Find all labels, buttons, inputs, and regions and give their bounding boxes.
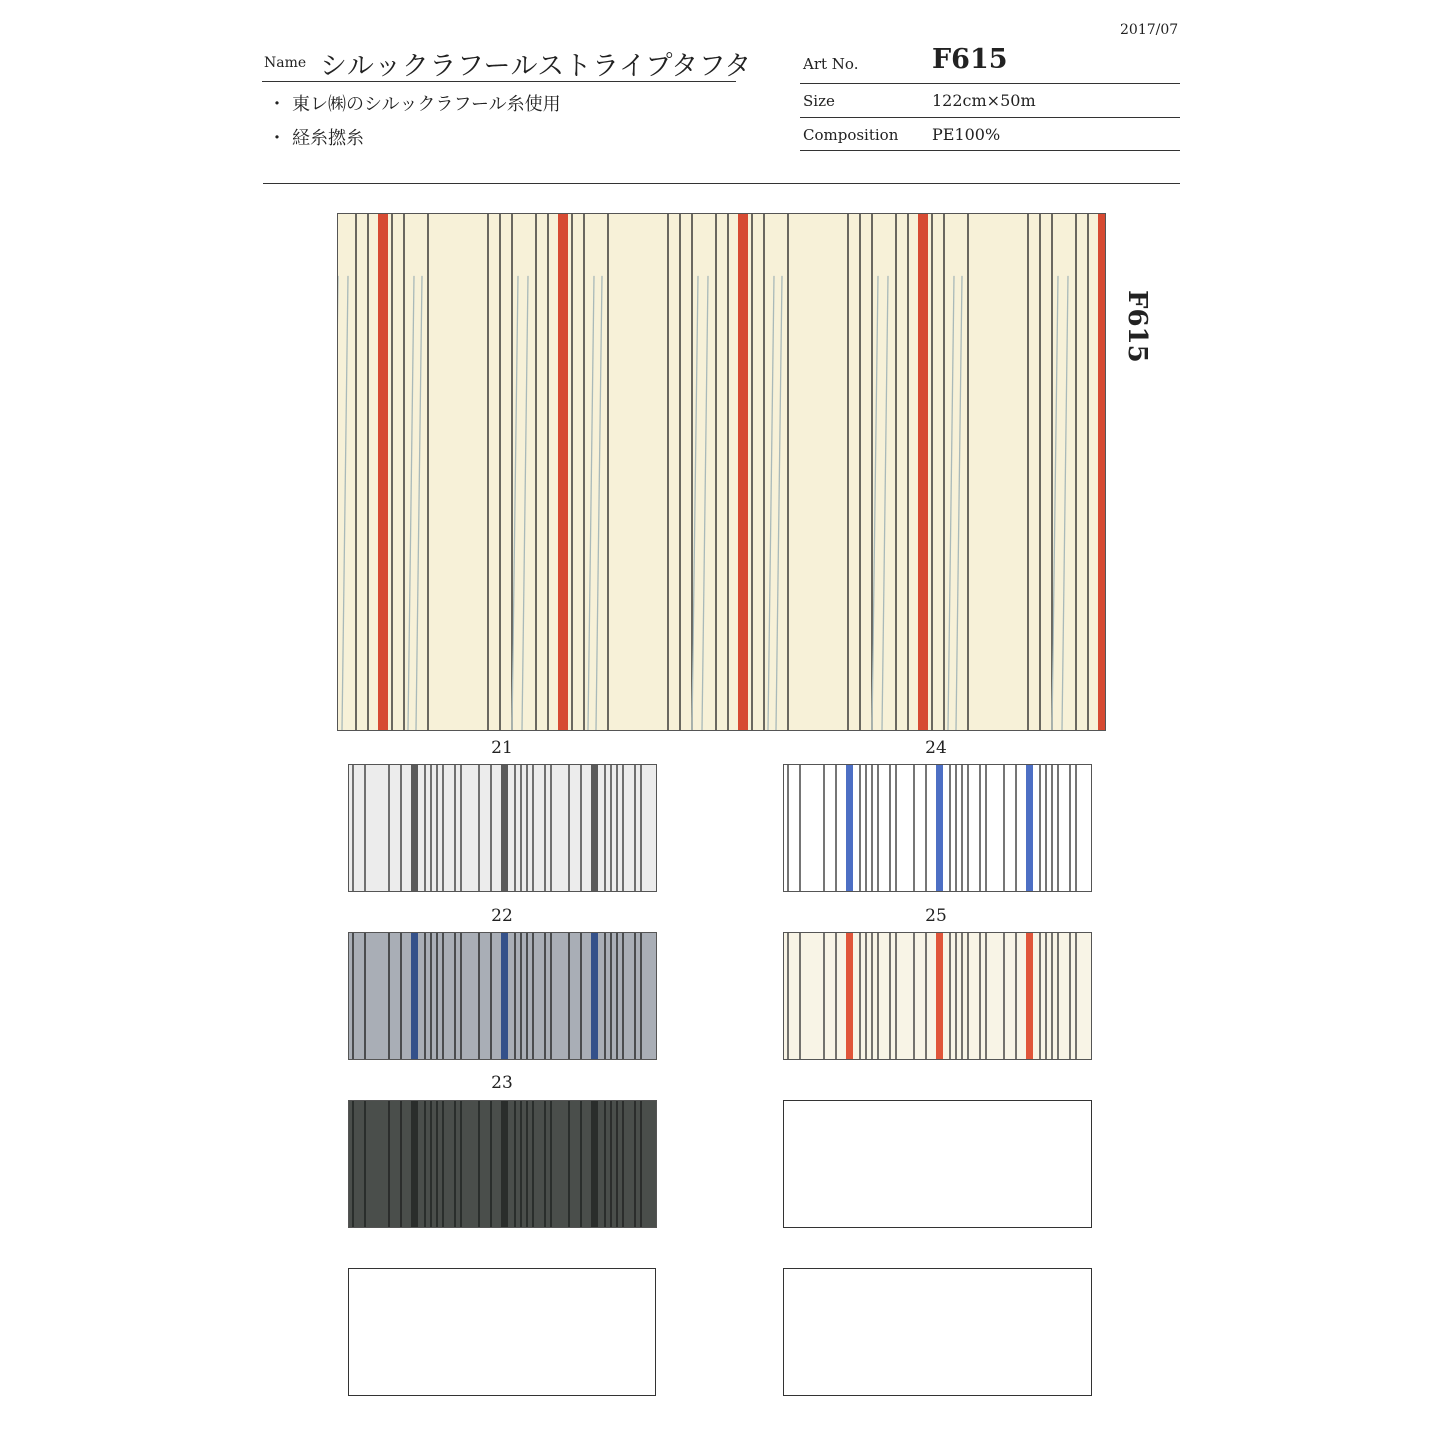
composition-underline — [800, 150, 1180, 151]
swatch-number-21: 21 — [491, 738, 513, 758]
accent-stripe — [411, 765, 418, 891]
name-underline — [262, 81, 736, 82]
note-item-2 — [268, 124, 364, 150]
accent-stripe — [591, 765, 598, 891]
accent-stripe — [378, 214, 388, 730]
accent-stripe — [846, 765, 853, 891]
size-value: 122cm×50m — [932, 91, 1036, 110]
art-no-label: Art No. — [803, 55, 859, 73]
side-art-no: F615 — [1122, 290, 1152, 363]
accent-stripe — [558, 214, 568, 730]
size-label: Size — [803, 92, 835, 110]
accent-stripe — [936, 765, 943, 891]
accent-stripe — [501, 933, 508, 1059]
swatch-25 — [783, 932, 1092, 1060]
name-label: Name — [264, 55, 307, 71]
swatch-number-24: 24 — [925, 738, 947, 758]
issue-date: 2017/07 — [1120, 22, 1179, 38]
composition-label: Composition — [803, 126, 899, 144]
empty-swatch-slot — [783, 1268, 1092, 1396]
accent-stripe — [591, 1101, 598, 1227]
accent-stripe — [1026, 933, 1033, 1059]
accent-stripe — [738, 214, 748, 730]
empty-swatch-slot — [783, 1100, 1092, 1228]
accent-stripe — [501, 765, 508, 891]
size-underline — [800, 117, 1180, 118]
swatch-23 — [348, 1100, 657, 1228]
note-text: 経糸撚糸 — [292, 128, 364, 149]
bullet-mark: ・ — [268, 128, 286, 149]
swatch-22 — [348, 932, 657, 1060]
note-text: 東レ㈱のシルックラフール糸使用 — [292, 94, 561, 115]
accent-stripe — [501, 1101, 508, 1227]
accent-stripe — [1098, 214, 1105, 730]
main-stripe-pattern — [338, 214, 1105, 730]
swatch-21 — [348, 764, 657, 892]
accent-stripe — [936, 933, 943, 1059]
header-divider — [263, 183, 1180, 184]
art-no-value: F615 — [932, 44, 1008, 75]
note-item-1 — [268, 90, 561, 116]
swatch-24 — [783, 764, 1092, 892]
swatch-number-22: 22 — [491, 906, 513, 926]
accent-stripe — [411, 933, 418, 1059]
accent-stripe — [1026, 765, 1033, 891]
empty-swatch-slot — [348, 1268, 656, 1396]
fabric-ground — [338, 214, 1105, 730]
swatch-number-25: 25 — [925, 906, 947, 926]
accent-stripe — [411, 1101, 418, 1227]
swatch-25-stripes — [784, 933, 1091, 1059]
swatch-22-stripes — [349, 933, 656, 1059]
accent-stripe — [591, 933, 598, 1059]
main-fabric-swatch — [337, 213, 1106, 731]
art-no-underline — [800, 83, 1180, 84]
swatch-number-23: 23 — [491, 1073, 513, 1093]
bullet-mark: ・ — [268, 94, 286, 115]
fabric-name: シルックラフールストライプタフタ — [320, 51, 752, 82]
accent-stripe — [846, 933, 853, 1059]
swatch-24-stripes — [784, 765, 1091, 891]
composition-value: PE100% — [932, 125, 1001, 144]
swatch-21-stripes — [349, 765, 656, 891]
swatch-23-stripes — [349, 1101, 656, 1227]
accent-stripe — [918, 214, 928, 730]
